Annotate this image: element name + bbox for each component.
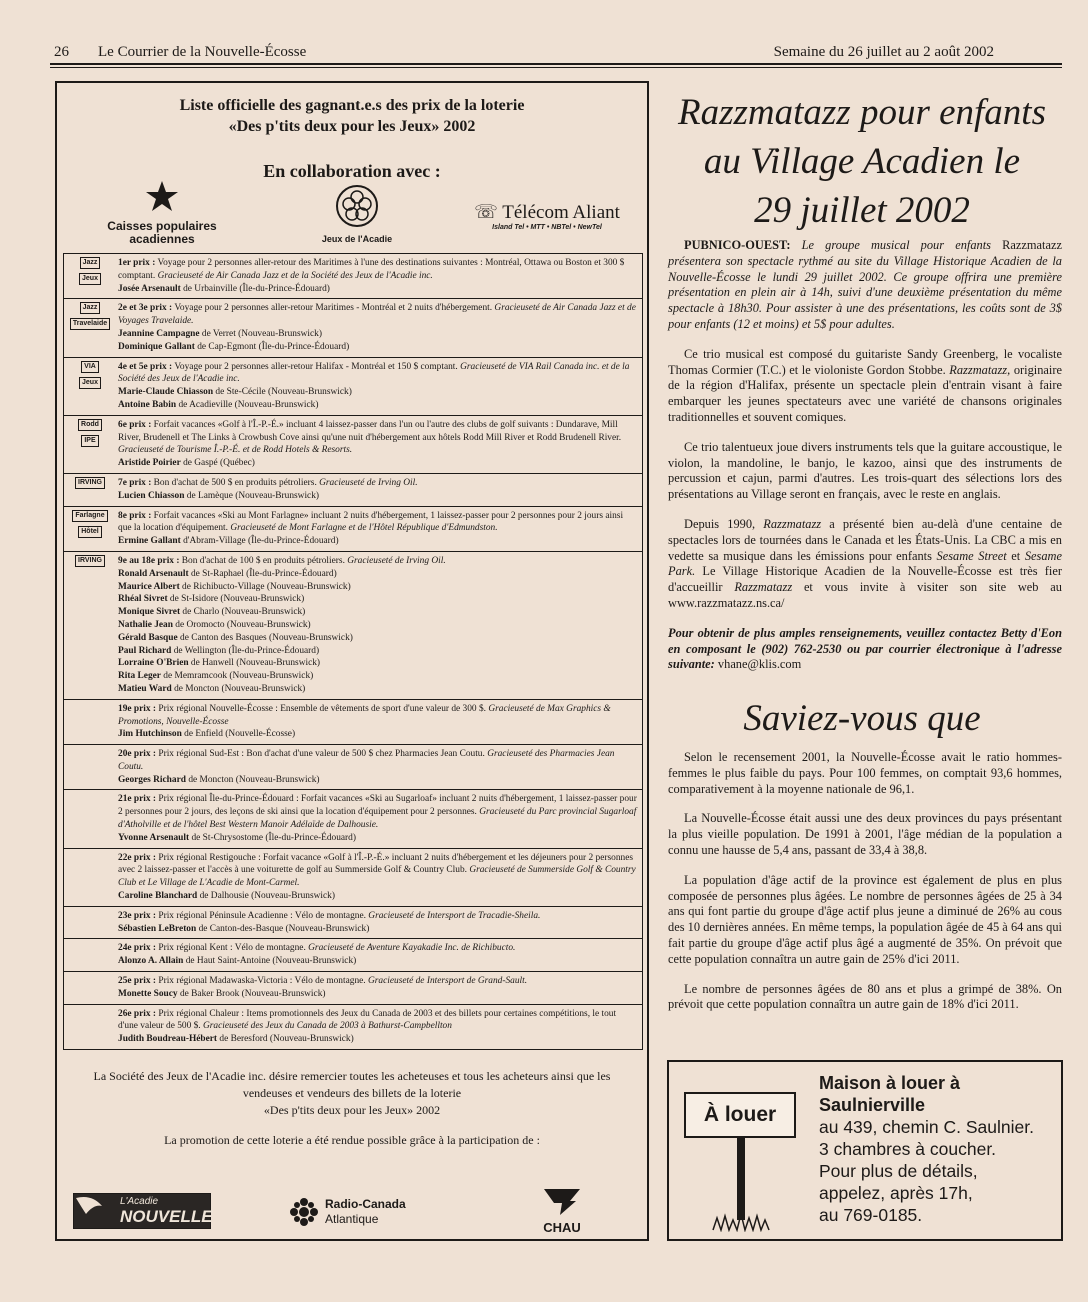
radio-line2: Atlantique (325, 1212, 379, 1226)
acadie-small-label: L'Acadie (120, 1196, 159, 1207)
winner-line (118, 988, 638, 1001)
prize-details (116, 972, 642, 1004)
winner-line (118, 890, 638, 903)
winner-place: de Canton des Basques (Nouveau-Brunswick) (180, 632, 353, 643)
winner-place: d'Abram-Village (Île-du-Prince-Édouard) (183, 536, 339, 547)
sponsor-logo-icon: IRVING (75, 477, 105, 489)
prize-sponsor-logos (64, 939, 116, 971)
page-number: 26 (54, 44, 69, 60)
prize-row (64, 907, 642, 940)
for-rent-sign: À louer (684, 1092, 796, 1138)
lottery-title-line1: Liste officielle des gagnant.e.s des prix de la loterie (179, 97, 525, 114)
sponsor-logo-icon: VIA (81, 361, 99, 373)
winner-place: de Canton-des-Basque (Nouveau-Brunswick) (198, 923, 370, 934)
prize-label: 8e prix : (118, 510, 152, 521)
prize-credit: Gracieuseté de Irving Oil. (319, 477, 418, 488)
lottery-title-line2: «Des p'tits deux pour les Jeux» 2002 (228, 118, 476, 135)
rental-ad (667, 1060, 1063, 1241)
prize-description: Voyage pour 2 personnes aller-retour Maritimes - Montréal et 2 nuits d'hébergement. (174, 303, 493, 314)
prize-sponsor-logos (64, 358, 116, 415)
issue-date: Semaine du 26 juillet au 2 août 2002 (773, 44, 994, 60)
winner-place: de Memramcook (Nouveau-Brunswick) (163, 671, 314, 682)
grass-icon (711, 1212, 771, 1232)
winner-name: Judith Boudreau-Hébert (118, 1034, 218, 1045)
prize-row (64, 358, 642, 416)
sponsor-logo-icon: IPE (81, 435, 98, 447)
dateline: PUBNICO-OUEST: (684, 238, 791, 252)
winner-line (118, 645, 638, 658)
winner-name: Lucien Chiasson (118, 490, 185, 501)
cbc-gem-icon (289, 1197, 319, 1227)
winner-name: Lorraine O'Brien (118, 658, 189, 669)
prize-credit: Gracieuseté du Parc provincial Sugarloaf d'Atholville et de l'hôtel Best Western Manoir Adélaïde de Dalhousie. (118, 807, 637, 831)
winner-line (118, 535, 638, 548)
prize-sponsor-logos (64, 299, 116, 356)
winner-place: de Beresford (Nouveau-Brunswick) (219, 1034, 354, 1045)
winner-line (118, 341, 638, 354)
telecom-sub: Island Tel • MTT • NBTel • NewTel (492, 224, 602, 231)
razz-p4-c: Le Village Historique Acadien de la Nouvelle-Écosse est très fier d'accueillir (668, 564, 1062, 595)
thanks-line3: «Des p'tits deux pour les Jeux» 2002 (263, 1103, 441, 1117)
saviez-headline: Saviez-vous que (743, 698, 981, 739)
prize-details (116, 552, 642, 699)
winner-line (118, 568, 638, 581)
prize-sponsor-logos (64, 254, 116, 298)
razz-p1-name: Razzmatazz (1002, 238, 1062, 252)
prize-sponsor-logos (64, 972, 116, 1004)
winner-place: de Ste-Cécile (Nouveau-Brunswick) (215, 387, 352, 398)
saviez-paragraph-4: Le nombre de personnes âgées de 80 ans et plus a grimpé de 38%. On prévoit que cette population connaîtra un autre gain de 18% d'ici 2011. (668, 981, 1062, 1012)
winner-name: Rita Leger (118, 671, 161, 682)
winner-place: de Moncton (Nouveau-Brunswick) (188, 774, 320, 785)
winner-place: de Enfield (Nouvelle-Écosse) (184, 729, 296, 740)
winner-name: Caroline Blanchard (118, 891, 198, 902)
winner-line (118, 593, 638, 606)
jeux-label: Jeux de l'Acadie (321, 234, 393, 244)
prize-details (116, 254, 642, 298)
prize-label: 9e au 18e prix : (118, 555, 180, 566)
winner-name: Jeannine Campagne (118, 328, 200, 339)
prize-row (64, 745, 642, 790)
prize-credit: Gracieuseté de Intersport de Tracadie-Sheila. (368, 910, 541, 921)
winner-name: Rhéal Sivret (118, 594, 168, 605)
winner-name: Paul Richard (118, 645, 172, 656)
winner-place: de Cap-Egmont (Île-du-Prince-Édouard) (197, 341, 350, 352)
prize-credit: Gracieuseté de Irving Oil. (347, 555, 446, 566)
sponsor-logo-icon: Rodd (78, 419, 102, 431)
razzmatazz-headline (655, 88, 1069, 235)
caisses-populaires-logo (97, 179, 227, 246)
prize-sponsor-logos (64, 907, 116, 939)
winner-line (118, 283, 638, 296)
telecom-label: Télécom Aliant (502, 202, 620, 223)
prize-credit: Gracieuseté de VIA Rail Canada inc. et de la Société des Jeux de l'Acadie inc. (118, 361, 630, 385)
winner-place: de Hanwell (Nouveau-Brunswick) (190, 658, 321, 669)
chau-logo (537, 1187, 587, 1235)
saviez-paragraph-3: La population d'âge actif de la province est également de plus en plus composée de personnes plus âgées. Le nombre de personnes âgées de 25 à 34 ans qui font partie du groupe d'âge actif plus jeune a diminué de 26% au cous des 10 dernières années. En même temps, la population âgée de 45 à 64 ans qui fait partie du groupe d'âge actif plus âgé a augmenté de 35%. On prévoit que cette population connaîtra un autre gain de 25% d'ici 2011. (668, 872, 1062, 966)
prize-credit: Gracieuseté de Mont Farlagne et de l'Hôtel République d'Edmundston. (230, 523, 498, 534)
winner-line (118, 606, 638, 619)
prize-description: Forfait vacances «Ski au Mont Farlagne» incluant 2 nuits d'hébergement, 1 laissez-passer pour 2 personnes pour 2 jours ainsi que la location d'équipement. (118, 510, 624, 534)
prize-details (116, 474, 642, 506)
prize-row (64, 972, 642, 1005)
winner-name: Maurice Albert (118, 581, 180, 592)
prize-row (64, 254, 642, 299)
prize-label: 2e et 3e prix : (118, 303, 173, 314)
prize-row (64, 849, 642, 907)
chau-label: CHAU (543, 1220, 581, 1235)
prize-label: 19e prix : (118, 703, 157, 714)
winner-place: de Dalhousie (Nouveau-Brunswick) (199, 891, 335, 902)
prize-label: 7e prix : (118, 477, 152, 488)
ad-line-3: Pour plus de détails, (819, 1161, 978, 1181)
winner-line (118, 490, 638, 503)
flower-icon (334, 183, 380, 229)
prize-sponsor-logos (64, 849, 116, 906)
prize-row (64, 1005, 642, 1049)
ad-headline-1: Maison à louer à (819, 1073, 961, 1093)
prize-sponsor-logos (64, 1005, 116, 1049)
prize-description: Prix régional Chaleur : Items promotionnels des Jeux du Canada de 2003 et des billets pour certaines compétitions, le tout d'une valeur de 500 $. (118, 1008, 617, 1032)
winner-line (118, 670, 638, 683)
prize-details (116, 849, 642, 906)
prize-sponsor-logos (64, 790, 116, 847)
sign-post (737, 1138, 745, 1220)
prize-details (116, 790, 642, 847)
bird-icon (72, 1192, 112, 1226)
header-rule-thin (50, 67, 1062, 68)
winner-name: Gérald Basque (118, 632, 178, 643)
prize-details (116, 1005, 642, 1049)
prize-row (64, 474, 642, 507)
prize-details (116, 299, 642, 356)
winner-place: de Acadieville (Nouveau-Brunswick) (178, 399, 319, 410)
winner-name: Matieu Ward (118, 683, 172, 694)
acadie-nouvelle-logo (73, 1193, 211, 1229)
prize-description: Prix régional Restigouche : Forfait vacance «Golf à l'Î.-P.-É.» incluant 2 nuits d'hébergement et les déjeuners pour 2 personnes avec 2 laissez-passer et l'accès à une voiturette de golf au Summerside Golf & Country Club. (118, 852, 634, 876)
razz-title-line2: au Village Acadien le (703, 141, 1021, 182)
radio-line1: Radio-Canada (325, 1197, 406, 1211)
prize-sponsor-logos (64, 474, 116, 506)
prize-row (64, 700, 642, 745)
razz-p4-a: Depuis 1990, (684, 516, 756, 531)
sponsor-logo-icon: Jazz (80, 257, 101, 269)
prize-description: Prix régional Kent : Vélo de montagne. (158, 943, 306, 954)
prize-description: Prix régional Péninsule Acadienne : Vélo de montagne. (158, 910, 366, 921)
prize-details (116, 700, 642, 744)
winner-name: Ermine Gallant (118, 536, 181, 547)
lottery-title (57, 95, 647, 137)
winner-line (118, 657, 638, 670)
winner-place: de Wellington (Île-du-Prince-Édouard) (173, 645, 320, 656)
sponsor-logo-icon: Farlagne (72, 510, 107, 522)
winner-place: de St-Isidore (Nouveau-Brunswick) (169, 594, 305, 605)
prize-description: Bon d'achat de 100 $ en produits pétroliers. (181, 555, 345, 566)
prize-label: 24e prix : (118, 943, 157, 954)
ad-headline-2: Saulnierville (819, 1095, 926, 1115)
radio-canada-logo (289, 1197, 429, 1227)
prize-details (116, 745, 642, 789)
winner-line (118, 728, 638, 741)
winner-place: de Gaspé (Québec) (183, 458, 255, 469)
winner-line (118, 386, 638, 399)
prize-sponsor-logos (64, 700, 116, 744)
winner-name: Georges Richard (118, 774, 186, 785)
prize-description: Bon d'achat de 500 $ en produits pétroliers. (153, 477, 317, 488)
razz-p4-and: et (1011, 548, 1021, 563)
winner-place: de Urbainville (Île-du-Prince-Édouard) (183, 283, 330, 294)
winner-line (118, 774, 638, 787)
prize-credit: Gracieuseté des Jeux du Canada de 2003 à Bathurst-Campbellton (203, 1021, 452, 1032)
lottery-winners-box (55, 81, 649, 1241)
winner-name: Jim Hutchinson (118, 729, 182, 740)
jeux-acadie-logo (302, 183, 412, 244)
sponsor-logo-icon: IRVING (75, 555, 105, 567)
saviez-paragraph-1: Selon le recensement 2001, la Nouvelle-Écosse avait le ratio hommes-femmes le plus faible du pays. Pour 100 femmes, on comptait 93,6 hommes, comparativement à la moyenne nationale de 96,1. (668, 750, 1062, 796)
razz-p4-show1: Sesame Street (936, 548, 1007, 563)
winner-line (118, 683, 638, 696)
winner-line (118, 832, 638, 845)
saviez-article (668, 750, 1062, 1027)
winner-place: de Verret (Nouveau-Brunswick) (201, 328, 322, 339)
razz-p4-b: a présenté bien au-delà d'une centaine de spectacles lors de tournées dans le Canada et les États-Unis. La CBC a mis en vedette sa musique dans les émissions pour enfants (668, 516, 1062, 563)
winner-name: Monette Soucy (118, 988, 178, 999)
prize-details (116, 358, 642, 415)
winner-place: de Charlo (Nouveau-Brunswick) (182, 607, 306, 618)
winner-name: Sébastien LeBreton (118, 923, 197, 934)
ad-line-2: 3 chambres à coucher. (819, 1139, 997, 1159)
winner-name: Ronald Arsenault (118, 568, 189, 579)
winner-place: de Richibucto-Village (Nouveau-Brunswick) (182, 581, 351, 592)
saviez-paragraph-2: La Nouvelle-Écosse était aussi une des deux provinces du pays présentant la plus vieille population. De 1991 à 2001, l'âge médian de la population a connu une hausse de 5,4 ans, passant de 33,4 à 38,8. (668, 811, 1062, 857)
winner-line (118, 619, 638, 632)
thanks-message (57, 1068, 647, 1119)
winner-name: Josée Arsenault (118, 283, 181, 294)
prize-credit: Gracieuseté de Air Canada Jazz et de la Société des Jeux de l'Acadie inc. (157, 270, 433, 281)
razz-contact (668, 626, 1062, 673)
prize-description: Prix régional Île-du-Prince-Édouard : Forfait vacances «Ski au Sugarloaf» incluant 2 nuits d'hébergement, 1 laissez-passer pour 2 personnes pour 2 jours, des leçons de ski ainsi que la location d'équipement pour 2 personnes. (118, 794, 637, 818)
prize-credit: Gracieuseté de Summerside Golf & Country Club et Le Village de L'Acadie de Mont-Carmel. (118, 865, 636, 889)
prize-row (64, 299, 642, 357)
collaboration-heading: En collaboration avec : (263, 161, 441, 181)
prize-list (63, 253, 643, 1050)
telecom-name (462, 201, 632, 224)
razz-paragraph-1 (668, 238, 1062, 333)
winner-place: de St-Raphael (Île-du-Prince-Édouard) (190, 568, 337, 579)
sponsor-logo-icon: Hôtel (78, 526, 102, 538)
prize-label: 4e et 5e prix : (118, 361, 173, 372)
winner-name: Alonzo A. Allain (118, 956, 184, 967)
winner-place: de Haut Saint-Antoine (Nouveau-Brunswick) (185, 956, 357, 967)
ad-text (819, 1072, 1059, 1226)
header-rule (50, 63, 1062, 65)
winner-line (118, 1033, 638, 1046)
caisses-line2: acadiennes (129, 232, 195, 246)
winner-name: Marie-Claude Chiasson (118, 387, 214, 398)
prize-description: Prix régional Sud-Est : Bon d'achat d'une valeur de 500 $ chez Pharmacies Jean Coutu. (158, 749, 485, 760)
prize-label: 22e prix : (118, 852, 157, 863)
razz-p4-d: et vous invite à visiter son site web au www.razzmatazz.ns.ca/ (668, 580, 1062, 610)
prize-details (116, 939, 642, 971)
razz-p2-a: Ce trio musical est composé du guitariste Sandy Greenberg, le vocaliste Thomas Cormier (T.C.) et le violoniste Gordon Stobbe. (668, 346, 1062, 377)
winner-line (118, 923, 638, 936)
winner-place: de Baker Brook (Nouveau-Brunswick) (179, 988, 326, 999)
prize-label: 21e prix : (118, 794, 157, 805)
winner-name: Dominique Gallant (118, 341, 195, 352)
winner-name: Yvonne Arsenault (118, 832, 190, 843)
prize-sponsor-logos (64, 552, 116, 699)
razz-p1-a: Le groupe musical pour enfants (801, 238, 991, 252)
razz-p2-b: originaire de la région d'Halifax, présente un spectacle plein d'entrain visant à faire embarquer les jeunes spectateurs avec une variété de chansons originales traditionnelles et souvent comiques. (668, 362, 1062, 424)
razz-paragraph-3: Ce trio talentueux joue divers instruments tels que la guitare accoustique, le violon, la mandoline, le banjo, le kazoo, ainsi que des instruments de percussion et cajun, parmi d'autres. Les trois-quart des sélections lors des présentations au Village seront en français, avec le reste en anglais. (668, 439, 1062, 502)
ad-line-1: au 439, chemin C. Saulnier. (819, 1117, 1034, 1137)
prize-description: Prix régional Madawaska-Victoria : Vélo de montagne. (158, 976, 366, 987)
winner-name: Monique Sivret (118, 607, 181, 618)
prize-description: Voyage pour 2 personnes aller-retour Halifax - Montréal et 150 $ comptant. (174, 361, 458, 372)
acadie-big-label: NOUVELLE (120, 1207, 213, 1226)
prize-credit: Gracieuseté de Intersport de Grand-Sault. (367, 976, 528, 987)
caisses-line1: Caisses populaires (107, 219, 217, 233)
prize-details (116, 416, 642, 473)
razz-title-line3: 29 juillet 2002 (754, 190, 970, 231)
razz-contact-text: Pour obtenir de plus amples renseignements, veuillez contactez Betty d'Eon en composant le (902) 762-2530 ou par courrier électronique à l'adresse suivante: (668, 625, 1062, 672)
ad-line-5: au 769-0185. (819, 1205, 923, 1225)
ad-line-4: appelez, après 17h, (819, 1183, 973, 1203)
sponsor-logo-icon: Jazz (80, 302, 101, 314)
winner-line (118, 581, 638, 594)
promo-credit: La promotion de cette loterie a été rendue possible grâce à la participation de : (164, 1133, 540, 1147)
razzmatazz-article (668, 238, 1062, 687)
prize-sponsor-logos (64, 507, 116, 551)
prize-label: 20e prix : (118, 749, 157, 760)
winner-place: de Lamèque (Nouveau-Brunswick) (186, 490, 320, 501)
prize-row (64, 507, 642, 552)
prize-credit: Gracieuseté de Max Graphics & Promotions, Nouvelle-Écosse (118, 703, 611, 727)
winner-line (118, 632, 638, 645)
star-icon (142, 179, 182, 215)
prize-label: 1er prix : (118, 258, 156, 268)
prize-row (64, 790, 642, 848)
prize-credit: Gracieuseté de Tourisme Î.-P.-É. et de Rodd Hotels & Resorts. (118, 445, 353, 456)
prize-sponsor-logos (64, 416, 116, 473)
winner-place: de Moncton (Nouveau-Brunswick) (174, 683, 306, 694)
winner-line (118, 457, 638, 470)
razz-p4-show2: Sesame Park. (668, 548, 1062, 579)
winner-place: de Oromocto (Nouveau-Brunswick) (175, 619, 311, 630)
publication-name: Le Courrier de la Nouvelle-Écosse (98, 44, 307, 60)
razz-title-line1: Razzmatazz pour enfants (678, 92, 1046, 133)
phone-swirl-icon: ☏ (474, 202, 498, 223)
winner-name: Antoine Babin (118, 399, 177, 410)
prize-sponsor-logos (64, 745, 116, 789)
prize-row (64, 939, 642, 972)
razz-paragraph-4 (668, 517, 1062, 612)
razz-paragraph-2 (668, 347, 1062, 426)
winner-name: Aristide Poirier (118, 458, 181, 469)
prize-credit: Gracieuseté des Pharmacies Jean Coutu. (118, 749, 615, 772)
winner-place: de St-Chrysostome (Île-du-Prince-Édouard) (191, 832, 356, 843)
prize-details (116, 507, 642, 551)
razz-p4-name: Razzmatazz (763, 516, 822, 531)
winner-line (118, 328, 638, 341)
thanks-line1: La Société des Jeux de l'Acadie inc. désire remercier toutes les acheteuses et tous les acheteurs ainsi que les (93, 1069, 611, 1083)
prize-description: Forfait vacances «Golf à l'Î.-P.-É.» incluant 4 laissez-passer dans l'un ou l'autre des clubs de golf suivants : Dundarave, Mill River, Brudenell et The Links à Crowbush Cove ainsi qu'une nuit d'hébergement aux hôtels Rodd Mill River et Rodd Brudenell River. (118, 419, 622, 443)
winner-name: Nathalie Jean (118, 619, 173, 630)
razz-p2-name: Razzmatazz, (949, 362, 1011, 377)
prize-credit: Gracieuseté de Aventure Kayakadie Inc. de Richibucto. (308, 943, 516, 954)
prize-details (116, 907, 642, 939)
prize-label: 26e prix : (118, 1008, 157, 1019)
prize-description: Prix régional Nouvelle-Écosse : Ensemble de vêtements de sport d'une valeur de 300 $. (158, 703, 486, 714)
prize-row (64, 416, 642, 474)
razz-contact-email: vhane@klis.com (717, 657, 802, 672)
prize-row (64, 552, 642, 700)
winner-line (118, 955, 638, 968)
prize-label: 6e prix : (118, 419, 152, 430)
sponsor-logo-icon: Travelaide (70, 318, 110, 330)
prize-credit: Gracieuseté de Air Canada Jazz et de Voyages Travelaide. (118, 303, 636, 327)
prize-label: 25e prix : (118, 976, 157, 987)
telecom-aliant-logo (462, 201, 632, 231)
thanks-line2: vendeuses et vendeurs des billets de la loterie (242, 1086, 462, 1100)
winner-line (118, 399, 638, 412)
chau-mark-icon (540, 1187, 584, 1217)
sponsor-logo-icon: Jeux (79, 377, 101, 389)
razz-p1-b: présentera son spectacle rythmé au site du Village Historique Acadien de la Nouvelle-Écosse le lundi 29 juillet 2002. Ce groupe offrira une première présentation en plein air à 14h, suivi d'une deuxième présentation du même spectacle à 18h30. Pour assister à une des présentations, les coûts sont de 3$ pour enfants (12 et moins) et 5$ pour adultes. (668, 253, 1062, 331)
prize-description: Voyage pour 2 personnes aller-retour des Maritimes à l'une des destinations suivantes : Montréal, Ottawa ou Boston et 300 $ comptant. (118, 258, 625, 281)
sponsor-logo-icon: Jeux (79, 273, 101, 285)
razz-p4-name2: Razzmatazz (734, 580, 793, 595)
prize-label: 23e prix : (118, 910, 157, 921)
